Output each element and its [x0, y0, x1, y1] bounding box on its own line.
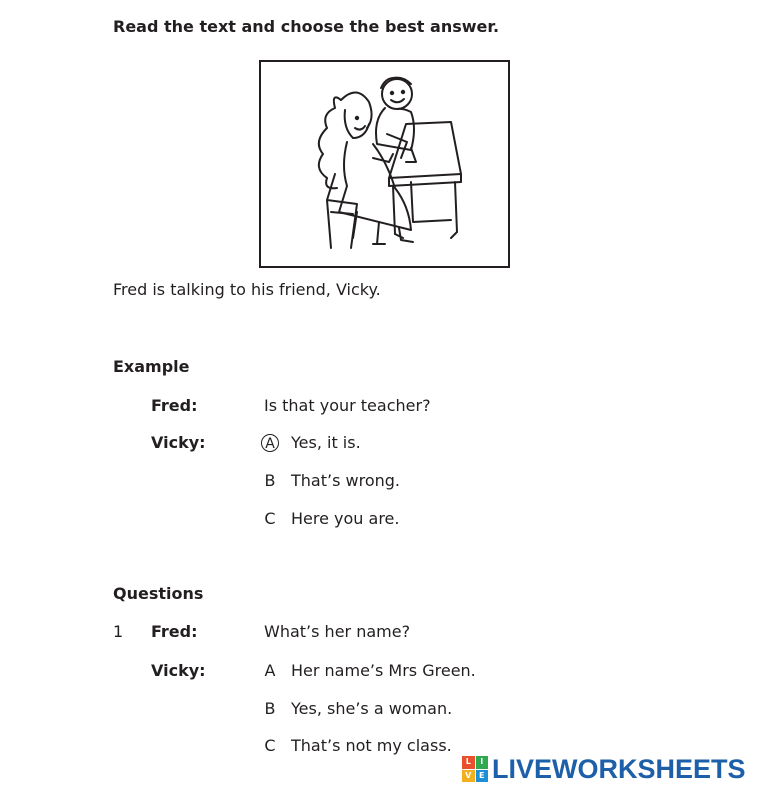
example-option-c-letter[interactable]: C [264, 509, 276, 528]
example-question: Is that your teacher? [264, 396, 431, 415]
instruction-heading: Read the text and choose the best answer. [113, 17, 500, 36]
example-speaker-vicky: Vicky: [151, 433, 206, 452]
boy-head [382, 79, 412, 109]
desk-top [389, 122, 461, 178]
example-option-a-text: Yes, it is. [291, 433, 361, 452]
logo-mark-i: I [476, 756, 489, 769]
question-1-option-b-letter[interactable]: B [264, 699, 276, 718]
example-heading: Example [113, 357, 190, 376]
liveworksheets-logo-text: LIVEWORKSHEETS [492, 753, 746, 784]
question-1-text: What’s her name? [264, 622, 411, 641]
logo-mark-l: L [462, 756, 475, 769]
question-1-option-b-text: Yes, she’s a woman. [291, 699, 453, 718]
liveworksheets-logo [462, 755, 746, 783]
question-number: 1 [113, 622, 124, 641]
question-1-option-c-letter[interactable]: C [264, 736, 276, 755]
question-1-option-c-text: That’s not my class. [291, 736, 452, 755]
question-1-speaker-fred: Fred: [151, 622, 198, 641]
logo-mark-e: E [476, 770, 489, 783]
intro-text: Fred is talking to his friend, Vicky. [113, 280, 381, 299]
example-option-b-letter[interactable]: B [264, 471, 276, 490]
example-speaker-fred: Fred: [151, 396, 198, 415]
question-1-speaker-vicky: Vicky: [151, 661, 206, 680]
logo-mark-v: V [462, 770, 475, 783]
liveworksheets-logo-mark [462, 756, 488, 782]
question-1-option-a-text: Her name’s Mrs Green. [291, 661, 476, 680]
example-option-c-text: Here you are. [291, 509, 400, 528]
children-at-desk-illustration [261, 62, 508, 266]
example-option-a-selected[interactable]: A [261, 434, 279, 452]
illustration-frame [259, 60, 510, 268]
questions-heading: Questions [113, 584, 204, 603]
question-1-option-a-letter[interactable]: A [264, 661, 276, 680]
example-option-b-text: That’s wrong. [291, 471, 400, 490]
